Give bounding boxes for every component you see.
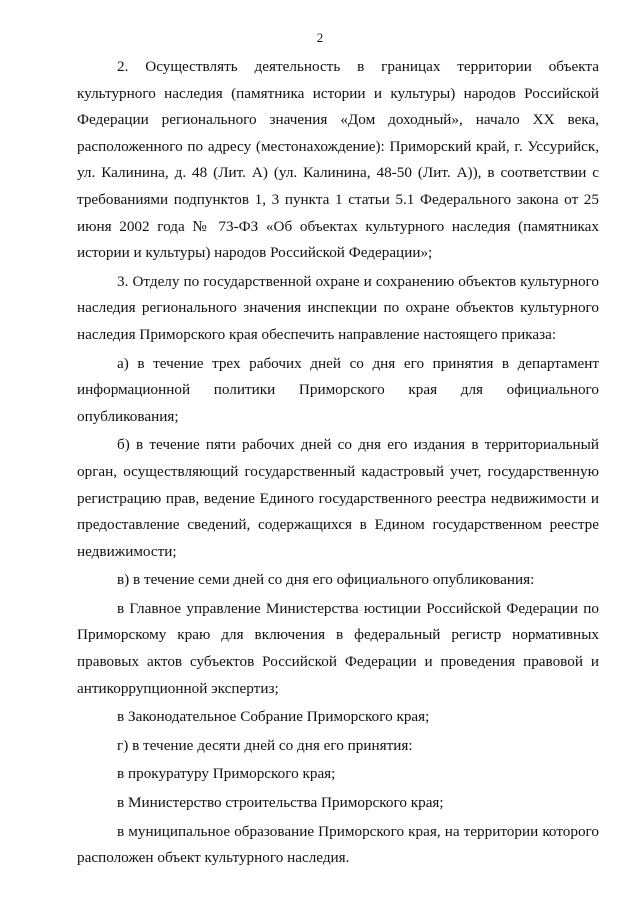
- paragraph-item-2: 2. Осуществлять деятельность в границах территории объекта культурного наследия (памятника истории и культуры) народов Российской Федерации регионального значения «Дом доходный», начало XX века, расположенного по адресу (местонахождение): Приморский край, г. Уссурийск, ул. Калинина, д. 48 (Лит. А) (ул. Калинина, 48-50 (Лит. А)), в соответствии с требованиями подпунктов 1, 3 пункта 1 статьи 5.1 Федерального закона от 25 июня 2002 года № 73-ФЗ «Об объектах культурного наследия (памятниках истории и культуры) народов Российской Федерации»;: [77, 58, 599, 262]
- paragraph-prosecutor-office: в прокуратуру Приморского края;: [117, 765, 336, 783]
- paragraph-subitem-g: г) в течение десяти дней со дня его принятия:: [117, 736, 413, 754]
- paragraph-subitem-v: в) в течение семи дней со дня его официального опубликования:: [117, 571, 535, 589]
- page-number: 2: [316, 30, 324, 45]
- paragraph-municipality: в муниципальное образование Приморского края, на территории которого расположен объект культурного наследия.: [77, 822, 599, 867]
- paragraph-legislative-assembly: в Законодательное Собрание Приморского края;: [117, 708, 430, 726]
- paragraph-item-3: 3. Отделу по государственной охране и сохранению объектов культурного наследия регионального значения инспекции по охране объектов культурного наследия Приморского края обеспечить направление настоящего приказа:: [77, 272, 599, 343]
- paragraph-construction-ministry: в Министерство строительства Приморского края;: [117, 794, 444, 812]
- paragraph-justice-ministry: в Главное управление Министерства юстиции Российской Федерации по Приморскому краю для включения в федеральный регистр нормативных правовых актов субъектов Российской Федерации и проведения правовой и антикоррупционной экспертиз;: [77, 599, 599, 697]
- paragraph-subitem-b: б) в течение пяти рабочих дней со дня его издания в территориальный орган, осуществляющий государственный кадастровый учет, государственную регистрацию прав, ведение Единого государственного реестра недвижимости и предоставление сведений, содержащихся в Едином государственном реестре недвижимости;: [77, 436, 599, 560]
- paragraph-subitem-a: а) в течение трех рабочих дней со дня его принятия в департамент информационной политики Приморского края для официального опубликования;: [77, 354, 599, 425]
- document-body: [77, 54, 599, 872]
